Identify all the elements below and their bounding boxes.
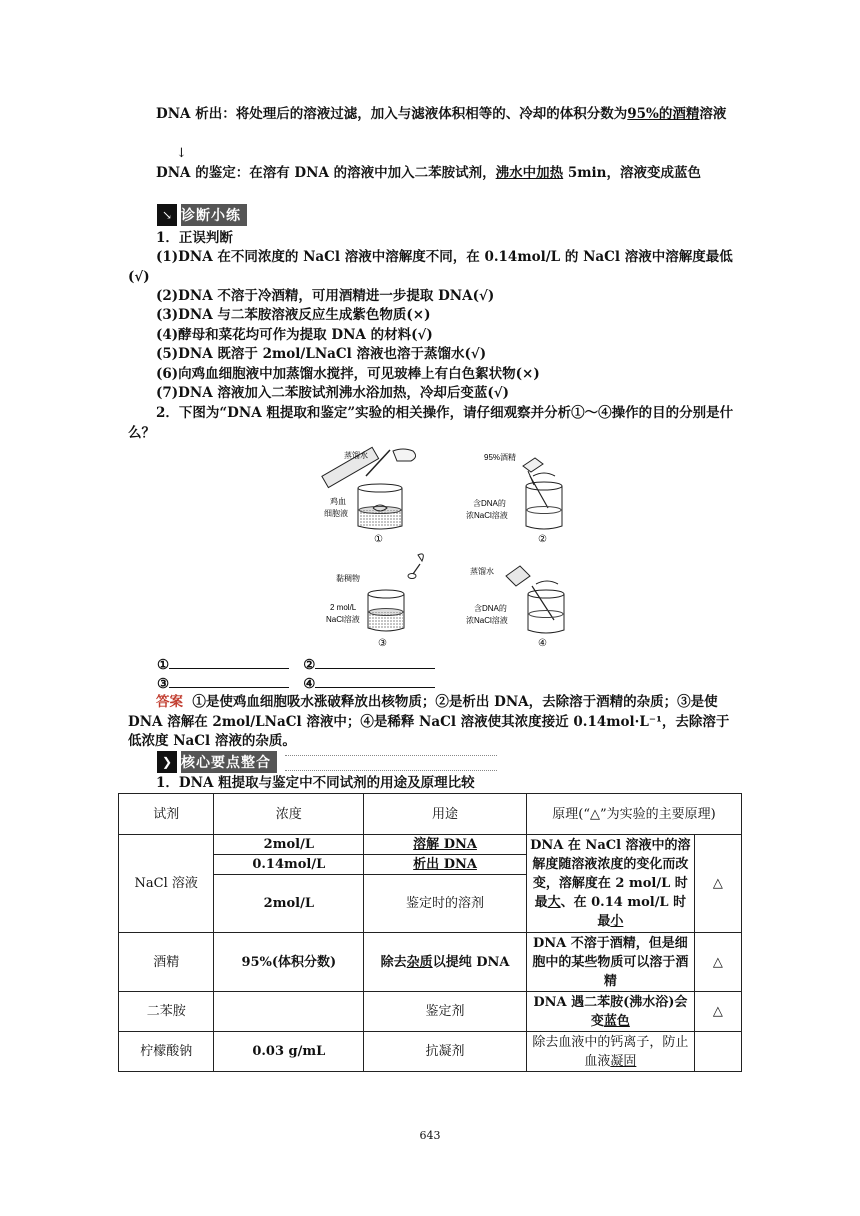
usage: 鉴定剂 <box>364 992 527 1032</box>
reagent-table <box>118 793 742 1072</box>
panel-2 <box>466 452 562 545</box>
page-number: 643 <box>419 1129 441 1142</box>
answer-label: 答案 <box>156 694 183 710</box>
judge-item: (6)向鸡血细胞液中加蒸馏水搅拌，可见玻棒上有白色絮状物(×) <box>156 366 540 382</box>
usage: 溶解 DNA <box>364 835 527 855</box>
concentration: 2mol/L <box>214 875 364 933</box>
usage: 抗凝剂 <box>364 1032 527 1072</box>
dna-identification-step: DNA 的鉴定：在溶有 DNA 的溶液中加入二苯胺试剂，沸水中加热 5min，溶液变成蓝色 <box>156 165 701 181</box>
judge-item: (4)酵母和菜花均可作为提取 DNA 的材料(√) <box>156 327 433 343</box>
chevron-right-icon: ❯ <box>157 751 177 773</box>
panel-3 <box>326 554 423 649</box>
judge-item: (3)DNA 与二苯胺溶液反应生成紫色物质(×) <box>156 307 431 323</box>
label-water: 蒸馏水 <box>344 451 368 460</box>
dna-precipitation-step: DNA 析出：将处理后的溶液过滤，加入与滤液体积相等的、冷却的体积分数为95%的酒精溶液 <box>156 106 727 122</box>
answer-blanks-row-1: ① ② <box>157 654 767 676</box>
core-title: 核心要点整合 <box>181 751 277 773</box>
label-nacl-2: NaCl溶液 <box>326 615 360 624</box>
label-blood: 鸡血 <box>330 497 346 506</box>
question-2: 2．下图为“DNA 粗提取和鉴定”实验的相关操作，请仔细观察并分析①～④操作的目的分别是什么？ <box>128 405 734 441</box>
answer-blank[interactable] <box>169 654 289 669</box>
main-principle-mark: △ <box>694 835 741 933</box>
answer-blank[interactable] <box>315 673 435 688</box>
concentration: 0.03 g/mL <box>214 1032 364 1072</box>
label-alcohol: 95%酒精 <box>484 453 517 462</box>
label-water-4: 蒸馏水 <box>470 567 494 576</box>
label-dna-solution-2: 浓NaCl溶液 <box>466 511 508 520</box>
principle: DNA 不溶于酒精，但是细胞中的某些物质可以溶于酒精 <box>526 933 694 992</box>
header-cell: 试剂 <box>119 794 214 835</box>
header-cell: 原理(“△”为实验的主要原理) <box>526 794 741 835</box>
panel-1 <box>322 447 416 545</box>
table-row <box>119 835 742 855</box>
down-arrow-icon: ↓ <box>176 146 187 161</box>
label-num-1: ① <box>374 534 383 545</box>
reagent-name: 柠檬酸钠 <box>119 1032 214 1072</box>
concentration <box>214 992 364 1032</box>
main-principle-mark <box>694 1032 741 1072</box>
judge-item: (5)DNA 既溶于 2mol/LNaCl 溶液也溶于蒸馏水(√) <box>156 346 487 362</box>
concentration: 95%(体积分数) <box>214 933 364 992</box>
judge-item: (2)DNA 不溶于冷酒精，可用酒精进一步提取 DNA(√) <box>156 288 495 304</box>
reagent-name: 酒精 <box>119 933 214 992</box>
table-row <box>119 933 742 992</box>
label-dna-solution-4b: 浓NaCl溶液 <box>466 616 508 625</box>
experiment-figure <box>318 446 580 652</box>
principle: 除去血液中的钙离子，防止血液凝固 <box>526 1032 694 1072</box>
label-dna-solution-4: 含DNA的 <box>474 604 507 613</box>
usage: 鉴定时的溶剂 <box>364 875 527 933</box>
panel-4 <box>466 566 564 649</box>
judge-item: (7)DNA 溶液加入二苯胺试剂沸水浴加热，冷却后变蓝(√) <box>156 385 510 401</box>
reagent-name: NaCl 溶液 <box>119 835 214 933</box>
table-row <box>119 1032 742 1072</box>
label-num-3: ③ <box>378 638 387 649</box>
principle: DNA 遇二苯胺(沸水浴)会变蓝色 <box>526 992 694 1032</box>
reagent-name: 二苯胺 <box>119 992 214 1032</box>
usage: 析出 DNA <box>364 855 527 875</box>
label-num-4: ④ <box>538 638 547 649</box>
header-cell: 用途 <box>364 794 527 835</box>
answer-blank[interactable] <box>315 654 435 669</box>
label-num-2: ② <box>538 534 547 545</box>
table-row <box>119 992 742 1032</box>
label-sticky: 黏稠物 <box>336 574 360 583</box>
usage: 除去杂质以提纯 DNA <box>364 933 527 992</box>
diagnosis-title: 诊断小练 <box>181 204 247 226</box>
label-nacl: 2 mol/L <box>330 603 357 612</box>
principle: DNA 在 NaCl 溶液中的溶解度随溶液浓度的变化而改变，溶解度在 2 mol/L 时最大、在 0.14 mol/L 时最小 <box>526 835 694 933</box>
arrow-icon: ↘ <box>157 204 177 226</box>
section-heading: 1．DNA 粗提取与鉴定中不同试剂的用途及原理比较 <box>156 775 475 791</box>
decorative-dots <box>285 755 497 771</box>
table-header-row <box>119 794 742 835</box>
main-principle-mark: △ <box>694 992 741 1032</box>
header-cell: 浓度 <box>214 794 364 835</box>
label-dna-solution: 含DNA的 <box>473 499 506 508</box>
diagnosis-banner <box>157 204 247 226</box>
core-banner <box>157 751 277 773</box>
answer-paragraph: 答案 ①是使鸡血细胞吸水涨破释放出核物质；②是析出 DNA，去除溶于酒精的杂质；③是使 DNA 溶解在 2mol/LNaCl 溶液中；④是稀释 NaCl 溶液使其浓度接近 0.14mol·L⁻¹，去除溶于低浓度 NaCl 溶液的杂质。 <box>128 694 730 749</box>
concentration: 0.14mol/L <box>214 855 364 875</box>
answer-blanks-row-2: ③ ④ <box>157 673 767 695</box>
judge-item: (1)DNA 在不同浓度的 NaCl 溶液中溶解度不同，在 0.14mol/L 的 NaCl 溶液中溶解度最低(√) <box>128 249 733 285</box>
question-1: 1．正误判断 <box>156 230 233 246</box>
main-principle-mark: △ <box>694 933 741 992</box>
answer-blank[interactable] <box>169 673 289 688</box>
label-blood-2: 细胞液 <box>324 509 348 518</box>
concentration: 2mol/L <box>214 835 364 855</box>
